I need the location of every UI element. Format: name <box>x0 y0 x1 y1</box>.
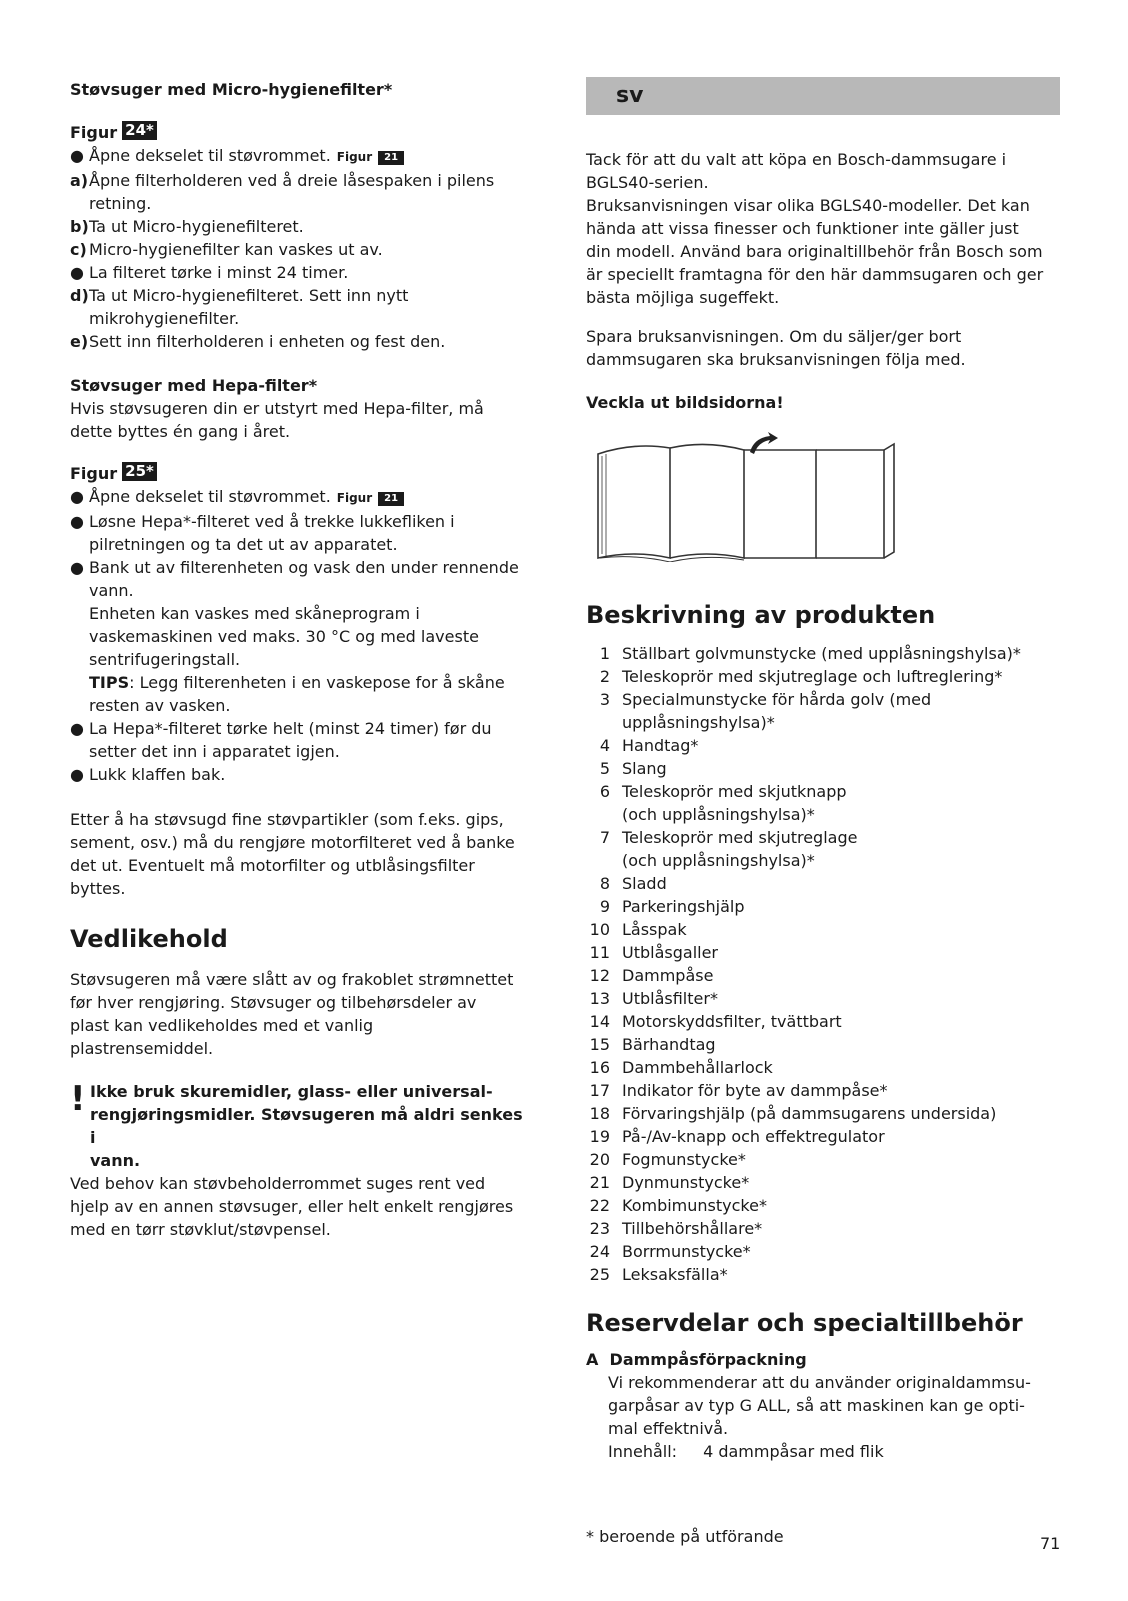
part-number: 20 <box>589 1150 610 1169</box>
list-item <box>70 284 532 330</box>
maintenance-heading: Vedlikehold <box>70 925 228 953</box>
list-item-text: setter det inn i apparatet igjen. <box>89 742 340 761</box>
parts-list-item <box>586 1240 1060 1263</box>
part-name: Slang <box>622 759 667 778</box>
part-number: 18 <box>589 1104 610 1123</box>
paragraph-line: bästa möjliga sugeffekt. <box>586 288 780 307</box>
paragraph-line: plast kan vedlikeholdes med et vanlig <box>70 1016 374 1035</box>
list-item-text: sentrifugeringstall. <box>89 650 241 669</box>
list-item-text: Ta ut Micro-hygienefilteret. Sett inn nytt <box>89 286 409 305</box>
paragraph-line: BGLS40-serien. <box>586 173 709 192</box>
part-number: 14 <box>589 1012 610 1031</box>
part-name: Fogmunstycke* <box>622 1150 746 1169</box>
parts-list-item <box>586 987 1060 1010</box>
part-number: 5 <box>599 759 610 778</box>
part-name: (och upplåsningshylsa)* <box>622 805 815 824</box>
part-number: 2 <box>599 667 610 686</box>
part-name: Dammbehållarlock <box>622 1058 773 1077</box>
paragraph-line: Ved behov kan støvbeholderrommet suges rent ved <box>70 1174 486 1193</box>
part-name: Dynmunstycke* <box>622 1173 750 1192</box>
figure-number-badge: 25* <box>122 462 157 481</box>
part-name: Dammpåse <box>622 966 714 985</box>
paragraph-line: byttes. <box>70 879 126 898</box>
list-item-text: retning. <box>89 194 152 213</box>
bullet-marker: ● <box>70 512 84 531</box>
parts-list <box>586 642 1060 1286</box>
part-number: 25 <box>589 1265 610 1284</box>
step-marker: b) <box>70 217 89 236</box>
bullet-marker: ● <box>70 719 84 738</box>
paragraph-line: dette byttes én gang i året. <box>70 422 291 441</box>
part-number: 11 <box>589 943 610 962</box>
unfold-note: Veckla ut bildsidorna! <box>586 393 784 412</box>
list-item-text: Åpne dekselet til støvrommet. <box>89 146 331 165</box>
step-marker: d) <box>70 286 89 305</box>
list-item <box>70 330 532 353</box>
part-number: 1 <box>599 644 610 663</box>
list-item-text: Lukk klaffen bak. <box>89 765 226 784</box>
paragraph-line: hjelp av en annen støvsuger, eller helt enkelt rengjøres <box>70 1197 514 1216</box>
part-name: Bärhandtag <box>622 1035 716 1054</box>
part-number: 12 <box>589 966 610 985</box>
spare-parts-heading: Reservdelar och specialtillbehör <box>586 1309 1023 1337</box>
paragraph-line: är speciellt framtagna för den här dammsugaren och ger <box>586 265 1044 284</box>
parts-list-item <box>586 1171 1060 1194</box>
paragraph-line: med en tørr støvklut/støvpensel. <box>70 1220 331 1239</box>
list-item-text: vann. <box>89 581 134 600</box>
part-name: upplåsningshylsa)* <box>622 713 775 732</box>
parts-list-item <box>586 665 1060 688</box>
paragraph-line: Tack för att du valt att köpa en Bosch-dammsugare i <box>586 150 1007 169</box>
parts-list-item <box>586 688 1060 734</box>
list-item <box>70 238 532 261</box>
parts-list-item <box>586 734 1060 757</box>
parts-list-item <box>586 826 1060 872</box>
parts-list-item <box>586 780 1060 826</box>
contents-value: 4 dammpåsar med flik <box>703 1442 884 1461</box>
part-name: Kombimunstycke* <box>622 1196 767 1215</box>
list-item-text: Ta ut Micro-hygienefilteret. <box>89 217 304 236</box>
list-item <box>70 169 532 215</box>
part-number: 6 <box>599 782 610 801</box>
bullet-marker: ● <box>70 558 84 577</box>
paragraph-line: hända att vissa finesser och funktioner inte gäller just <box>586 219 1019 238</box>
part-number: 13 <box>589 989 610 1008</box>
parts-list-item <box>586 642 1060 665</box>
parts-list-item <box>586 964 1060 987</box>
micro-filter-title: Støvsuger med Micro-hygienefilter* <box>70 80 393 99</box>
part-name: Handtag* <box>622 736 699 755</box>
tips-line: TIPS: Legg filterenheten i en vaskepose for å skåne <box>89 673 505 692</box>
footnote: * beroende på utförande <box>586 1527 784 1546</box>
warning-text: rengjøringsmidler. Støvsugeren må aldri senkes i <box>90 1105 523 1147</box>
warning-text: Ikke bruk skuremidler, glass- eller universal- <box>90 1082 493 1101</box>
language-bar <box>586 77 1060 115</box>
bullet-marker: ● <box>70 765 84 784</box>
part-name: Låsspak <box>622 920 687 939</box>
parts-list-item <box>586 1033 1060 1056</box>
list-item-text: mikrohygienefilter. <box>89 309 240 328</box>
figure-25-label <box>70 462 532 485</box>
parts-list-item <box>586 1263 1060 1286</box>
figure-reference: Figur 21 <box>337 491 404 505</box>
step-marker: c) <box>70 240 87 259</box>
list-item-text: Bank ut av filterenheten og vask den under rennende <box>89 558 519 577</box>
parts-list-item <box>586 918 1060 941</box>
warning-block <box>70 1080 532 1172</box>
part-number: 4 <box>599 736 610 755</box>
tips-label: TIPS <box>89 673 130 692</box>
parts-list-item <box>586 1102 1060 1125</box>
parts-list-item <box>586 941 1060 964</box>
part-number: 16 <box>589 1058 610 1077</box>
warning-text: vann. <box>90 1151 141 1170</box>
part-name: Ställbart golvmunstycke (med upplåsningshylsa)* <box>622 644 1021 663</box>
paragraph-line: plastrensemiddel. <box>70 1039 214 1058</box>
part-number: 24 <box>589 1242 610 1261</box>
bullet-marker: ● <box>70 263 84 282</box>
part-name: Teleskoprör med skjutreglage och luftreglering* <box>622 667 1003 686</box>
paragraph-line: Spara bruksanvisningen. Om du säljer/ger bort <box>586 327 962 346</box>
figure-reference: Figur 21 <box>337 150 404 164</box>
step-marker: a) <box>70 171 89 190</box>
list-item <box>70 763 532 786</box>
paragraph-line: sement, osv.) må du rengjøre motorfilteret ved å banke <box>70 833 515 852</box>
paragraph-line: Etter å ha støvsugd fine støvpartikler (som f.eks. gips, <box>70 810 504 829</box>
list-item-text: Åpne dekselet til støvrommet. <box>89 487 331 506</box>
paragraph-line: Støvsugeren må være slått av og frakoblet strømnettet <box>70 970 514 989</box>
parts-list-item <box>586 1217 1060 1240</box>
part-name: Parkeringshjälp <box>622 897 745 916</box>
list-item <box>70 144 532 169</box>
list-item <box>70 215 532 238</box>
part-number: 19 <box>589 1127 610 1146</box>
part-name: Indikator för byte av dammpåse* <box>622 1081 888 1100</box>
part-name: Teleskoprör med skjutknapp <box>622 782 847 801</box>
part-name: (och upplåsningshylsa)* <box>622 851 815 870</box>
parts-list-item <box>586 895 1060 918</box>
list-item <box>70 261 532 284</box>
list-item-text: pilretningen og ta det ut av apparatet. <box>89 535 398 554</box>
part-number: 15 <box>589 1035 610 1054</box>
list-item <box>70 510 532 556</box>
bullet-marker: ● <box>70 487 84 506</box>
paragraph-line: garpåsar av typ G ALL, så att maskinen kan ge opti- <box>608 1396 1025 1415</box>
part-number: 10 <box>589 920 610 939</box>
left-column <box>70 78 532 1241</box>
list-item-text: La Hepa*-filteret tørke helt (minst 24 timer) før du <box>89 719 492 738</box>
parts-list-item <box>586 1148 1060 1171</box>
part-name: Utblåsgaller <box>622 943 718 962</box>
part-number: 9 <box>599 897 610 916</box>
list-item-text: La filteret tørke i minst 24 timer. <box>89 263 349 282</box>
paragraph-line: Hvis støvsugeren din er utstyrt med Hepa-filter, må <box>70 399 484 418</box>
part-name: Motorskyddsfilter, tvättbart <box>622 1012 842 1031</box>
parts-list-item <box>586 757 1060 780</box>
language-code: sv <box>616 83 644 108</box>
part-number: 8 <box>599 874 610 893</box>
parts-list-item <box>586 1056 1060 1079</box>
list-item-text: vaskemaskinen ved maks. 30 °C og med laveste <box>89 627 479 646</box>
warning-icon: ! <box>70 1079 86 1119</box>
part-number: 22 <box>589 1196 610 1215</box>
figure-number-badge: 24* <box>122 121 157 140</box>
parts-list-item <box>586 1010 1060 1033</box>
list-item <box>70 717 532 763</box>
paragraph-line: Vi rekommenderar att du använder originaldammsu- <box>608 1373 1031 1392</box>
part-name: Teleskoprör med skjutreglage <box>622 828 858 847</box>
list-item-text: Micro-hygienefilter kan vaskes ut av. <box>89 240 383 259</box>
paragraph-line: dammsugaren ska bruksanvisningen följa med. <box>586 350 966 369</box>
step-marker: e) <box>70 332 89 351</box>
part-name: Förvaringshjälp (på dammsugarens undersida) <box>622 1104 997 1123</box>
figure-reference-badge: 21 <box>378 151 404 165</box>
part-name: Borrmunstycke* <box>622 1242 751 1261</box>
list-item-text: Sett inn filterholderen i enheten og fest den. <box>89 332 446 351</box>
contents-label: Innehåll: <box>608 1442 678 1461</box>
part-name: Specialmunstycke för hårda golv (med <box>622 690 932 709</box>
parts-list-item <box>586 872 1060 895</box>
part-number: 17 <box>589 1081 610 1100</box>
figure-label: Figur <box>70 123 118 142</box>
part-name: Leksaksfälla* <box>622 1265 728 1284</box>
contents-line <box>608 1440 1060 1463</box>
figure-reference-badge: 21 <box>378 492 404 506</box>
paragraph-line: det ut. Eventuelt må motorfilter og utblåsingsfilter <box>70 856 475 875</box>
hepa-filter-title: Støvsuger med Hepa-filter* <box>70 376 318 395</box>
unfold-pages-illustration <box>594 432 1060 566</box>
part-number: 21 <box>589 1173 610 1192</box>
bullet-marker: ● <box>70 146 84 165</box>
list-item-text: Åpne filterholderen ved å dreie låsespaken i pilens <box>89 171 495 190</box>
list-item-text: resten av vasken. <box>89 696 231 715</box>
paragraph-line: Bruksanvisningen visar olika BGLS40-modeller. Det kan <box>586 196 1030 215</box>
paragraph-line: før hver rengjøring. Støvsuger og tilbehørsdeler av <box>70 993 477 1012</box>
spare-item-title: A Dammpåsförpackning <box>586 1350 807 1369</box>
right-column <box>586 148 1060 1463</box>
list-item-text: Løsne Hepa*-filteret ved å trekke lukkefliken i <box>89 512 455 531</box>
product-description-heading: Beskrivning av produkten <box>586 601 936 629</box>
part-name: Utblåsfilter* <box>622 989 718 1008</box>
page-number: 71 <box>1040 1534 1061 1553</box>
part-name: Sladd <box>622 874 667 893</box>
paragraph-line: mal effektnivå. <box>608 1419 729 1438</box>
part-name: Tillbehörshållare* <box>622 1219 763 1238</box>
paragraph-line: din modell. Använd bara originaltillbehör från Bosch som <box>586 242 1043 261</box>
part-number: 7 <box>599 828 610 847</box>
parts-list-item <box>586 1079 1060 1102</box>
folded-pages-icon <box>594 432 904 562</box>
spare-item-letter: A <box>586 1350 599 1369</box>
figure-24-label <box>70 121 532 144</box>
parts-list-item <box>586 1194 1060 1217</box>
parts-list-item <box>586 1125 1060 1148</box>
figure-label: Figur <box>70 464 118 483</box>
part-number: 23 <box>589 1219 610 1238</box>
list-item-text: Enheten kan vaskes med skåneprogram i <box>89 604 420 623</box>
list-item <box>70 556 532 717</box>
part-number: 3 <box>599 690 610 709</box>
part-name: På-/Av-knapp och effektregulator <box>622 1127 885 1146</box>
list-item <box>70 485 532 510</box>
